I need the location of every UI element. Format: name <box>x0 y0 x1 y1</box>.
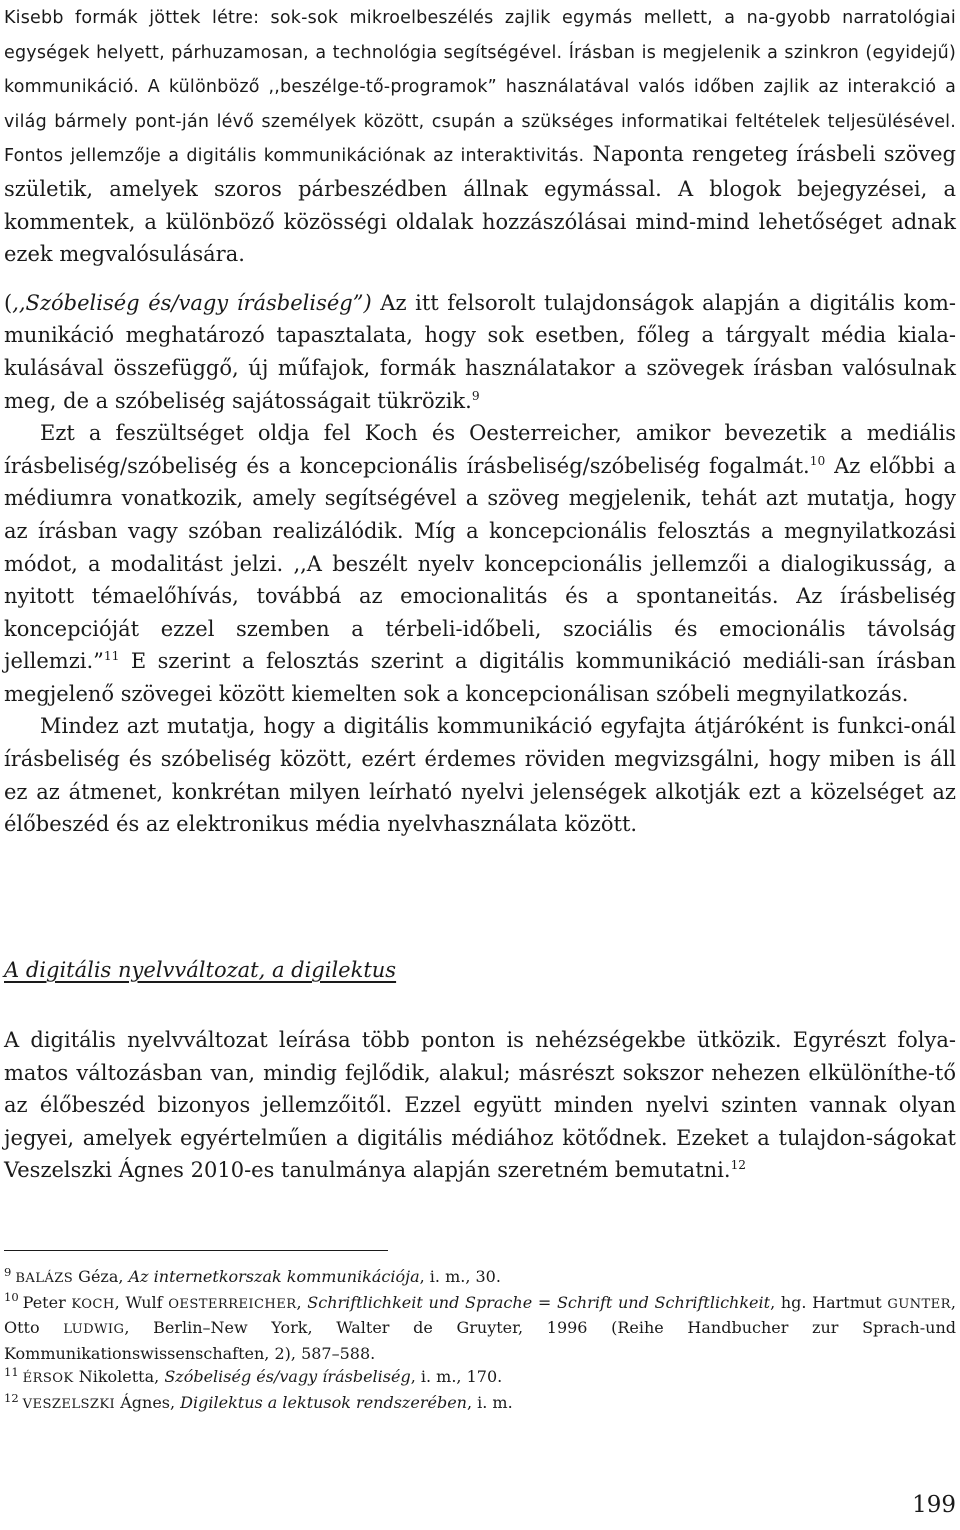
footnotes <box>4 1265 956 1417</box>
section-body <box>4 1024 956 1187</box>
footnote-author: KOCH <box>71 1296 115 1312</box>
paragraph-3-text-b: Az előbbi a médiumra vonatkozik, amely segítségével a szöveg megjelenik, tehát azt mutatja, hogy az írásban vagy szóban realizálódik. Míg a koncepcionális felosztás a megnyilatkozási módot, a modalitást jelzi. ,,A beszélt nyelv koncepcionális jellemzői a dialogikusság, a nyitott témaelőhívás, továbbá az emocionalitás és a spontaneitás. Az írásbeliség koncepcióját ezzel szemben a térbeli-időbeli, szociális és emocionális távolság jellemzi.” <box>4 453 956 674</box>
footnote-ref-10[interactable]: 10 <box>809 453 826 468</box>
footnote-ref-12[interactable]: 12 <box>730 1158 747 1173</box>
footnote-number: 12 <box>4 1390 19 1405</box>
footnote-number: 9 <box>4 1264 12 1279</box>
footnote-title: Digilektus a lektusok rendszerében <box>180 1392 467 1412</box>
footnote-author: LUDWIG <box>63 1322 125 1338</box>
section-heading: A digitális nyelvváltozat, a digilektus <box>4 958 397 982</box>
paren-open: ( <box>4 290 13 315</box>
footnote-title: Szóbeliség és/vagy írásbeliség <box>164 1367 411 1387</box>
footnote-11 <box>4 1365 956 1391</box>
footnote-author: VESZELSZKI <box>22 1396 116 1412</box>
footnote-author: ÉRSOK <box>22 1371 74 1387</box>
paragraph-1-sans-part: Kisebb formák jöttek létre: sok-sok mikroelbeszélés zajlik egymás mellett, a na-gyobb narratológiai egységek helyett, párhuzamosan, a technológia segítségével. Írásban is megjelenik a szinkron (egyidejű) kommunikáció. A különböző ,,beszélge-tő-programok” használatával valós időben zajlik az interakció a világ bármely pont-ján lévő személyek között, csupán a szükséges informatikai feltételek teljesülésével. Fontos jellemzője a digitális kommunikációnak az interaktivitás. <box>4 8 956 167</box>
footnote-text: , i. m. <box>466 1392 513 1412</box>
footnote-text: , Berlin–New York, Walter de Gruyter, 1996 (Reihe Handbucher zur Sprach-und Kommunikationswissenschaften, 2), 587–588. <box>4 1318 956 1363</box>
footnote-text: Peter <box>22 1292 72 1312</box>
paragraph-3-text-c: E szerint a felosztás szerint a digitális kommunikáció mediáli-san írásban megjelenő szövegei között kiemelten sok a koncepcionálisan szóbeli megnyilatkozás. <box>4 649 956 706</box>
footnote-ref-11[interactable]: 11 <box>103 649 120 664</box>
section-paragraph-text: A digitális nyelvváltozat leírása több ponton is nehézségekbe ütközik. Egyrészt folya-matos változásban van, mindig fejlődik, alakul; másrészt sokszor nehezen elkülöníthe-tő az élőbeszéd bizonyos jellemzőitől. Ezzel együtt minden nyelvi szinten vannak olyan jegyei, amelyek egyértelműen a digitális médiához kötődnek. Ezeket a tulajdon-ságokat Veszelszki Ágnes 2010-es tanulmánya alapján szeretném bemutatni. <box>4 1028 956 1183</box>
footnote-title: Az internetkorszak kommunikációja <box>128 1267 420 1286</box>
page-number: 199 <box>912 1492 956 1518</box>
paragraph-2 <box>4 287 956 417</box>
footnote-text: , hg. Hartmut <box>770 1292 888 1312</box>
footnote-text: , Otto <box>4 1292 957 1338</box>
section-paragraph <box>4 1024 956 1187</box>
footnote-text: Géza, <box>73 1267 129 1286</box>
footnote-text: , i. m., 30. <box>419 1267 501 1286</box>
paragraph-4: Mindez azt mutatja, hogy a digitális kommunikáció egyfajta átjáróként is funkci-onál írásbeliség és szóbeliség között, ezért érdemes röviden megvizsgálni, hogy miben is áll ez az átmenet, konkrétan milyen leírható nyelvi jelenségek alkotják ezt a közelséget az élőbeszéd és az elektronikus média nyelvhasználata között. <box>4 714 956 837</box>
footnote-ref-9[interactable]: 9 <box>471 388 480 403</box>
paragraph-3-text-a: Ezt a feszültséget oldja fel Koch és Oesterreicher, amikor bevezetik a mediális írásbeliség/szóbeliség és a koncepcionális írásbeliség/szóbeliség fogalmát. <box>4 421 956 478</box>
paragraph-3 <box>4 417 956 710</box>
footnote-number: 10 <box>4 1290 19 1305</box>
footnote-text: Ágnes, <box>115 1392 181 1412</box>
footnote-number: 11 <box>4 1365 19 1380</box>
body-text <box>4 0 956 841</box>
footnote-text: , <box>296 1292 308 1312</box>
footnote-author: OESTERREICHER <box>168 1296 297 1312</box>
paragraph-1 <box>4 0 956 271</box>
footnote-title: Schriftlichkeit und Sprache = Schrift und Schriftlichkeit <box>307 1292 771 1312</box>
footnote-author: BALÁZS <box>15 1271 74 1286</box>
paragraph-2-text: Az itt felsorolt tulajdonságok alapján a digitális kom-munikáció meghatározó tapasztalata, hogy sok esetben, főleg a tárgyalt média kiala-kulásával összefüggő, új műfajok, formák használatakor a szövegek írásban valósulnak meg, de a szóbeliség sajátosságait tükrözik. <box>4 290 956 413</box>
paragraph-1-serif-part: Naponta rengeteg írásbeli szöveg születik, amelyek szoros párbeszédben állnak egymással. A blogok bejegyzései, a kommentek, a különböző közösségi oldalak hozzászólásai mind-mind lehetőséget adnak ezek megvalósulására. <box>4 142 956 267</box>
footnote-12 <box>4 1391 956 1417</box>
footnote-text: Nikoletta, <box>73 1367 165 1387</box>
paragraph-2-italic-title: ,,Szóbeliség és/vagy írásbeliség”) <box>12 290 372 315</box>
footnote-text: , Wulf <box>114 1292 169 1312</box>
footnote-text: , i. m., 170. <box>410 1367 503 1387</box>
footnote-author: GUNTER <box>887 1296 951 1312</box>
footnote-10 <box>4 1291 956 1366</box>
footnote-9 <box>4 1265 956 1291</box>
footnote-divider <box>4 1250 388 1251</box>
